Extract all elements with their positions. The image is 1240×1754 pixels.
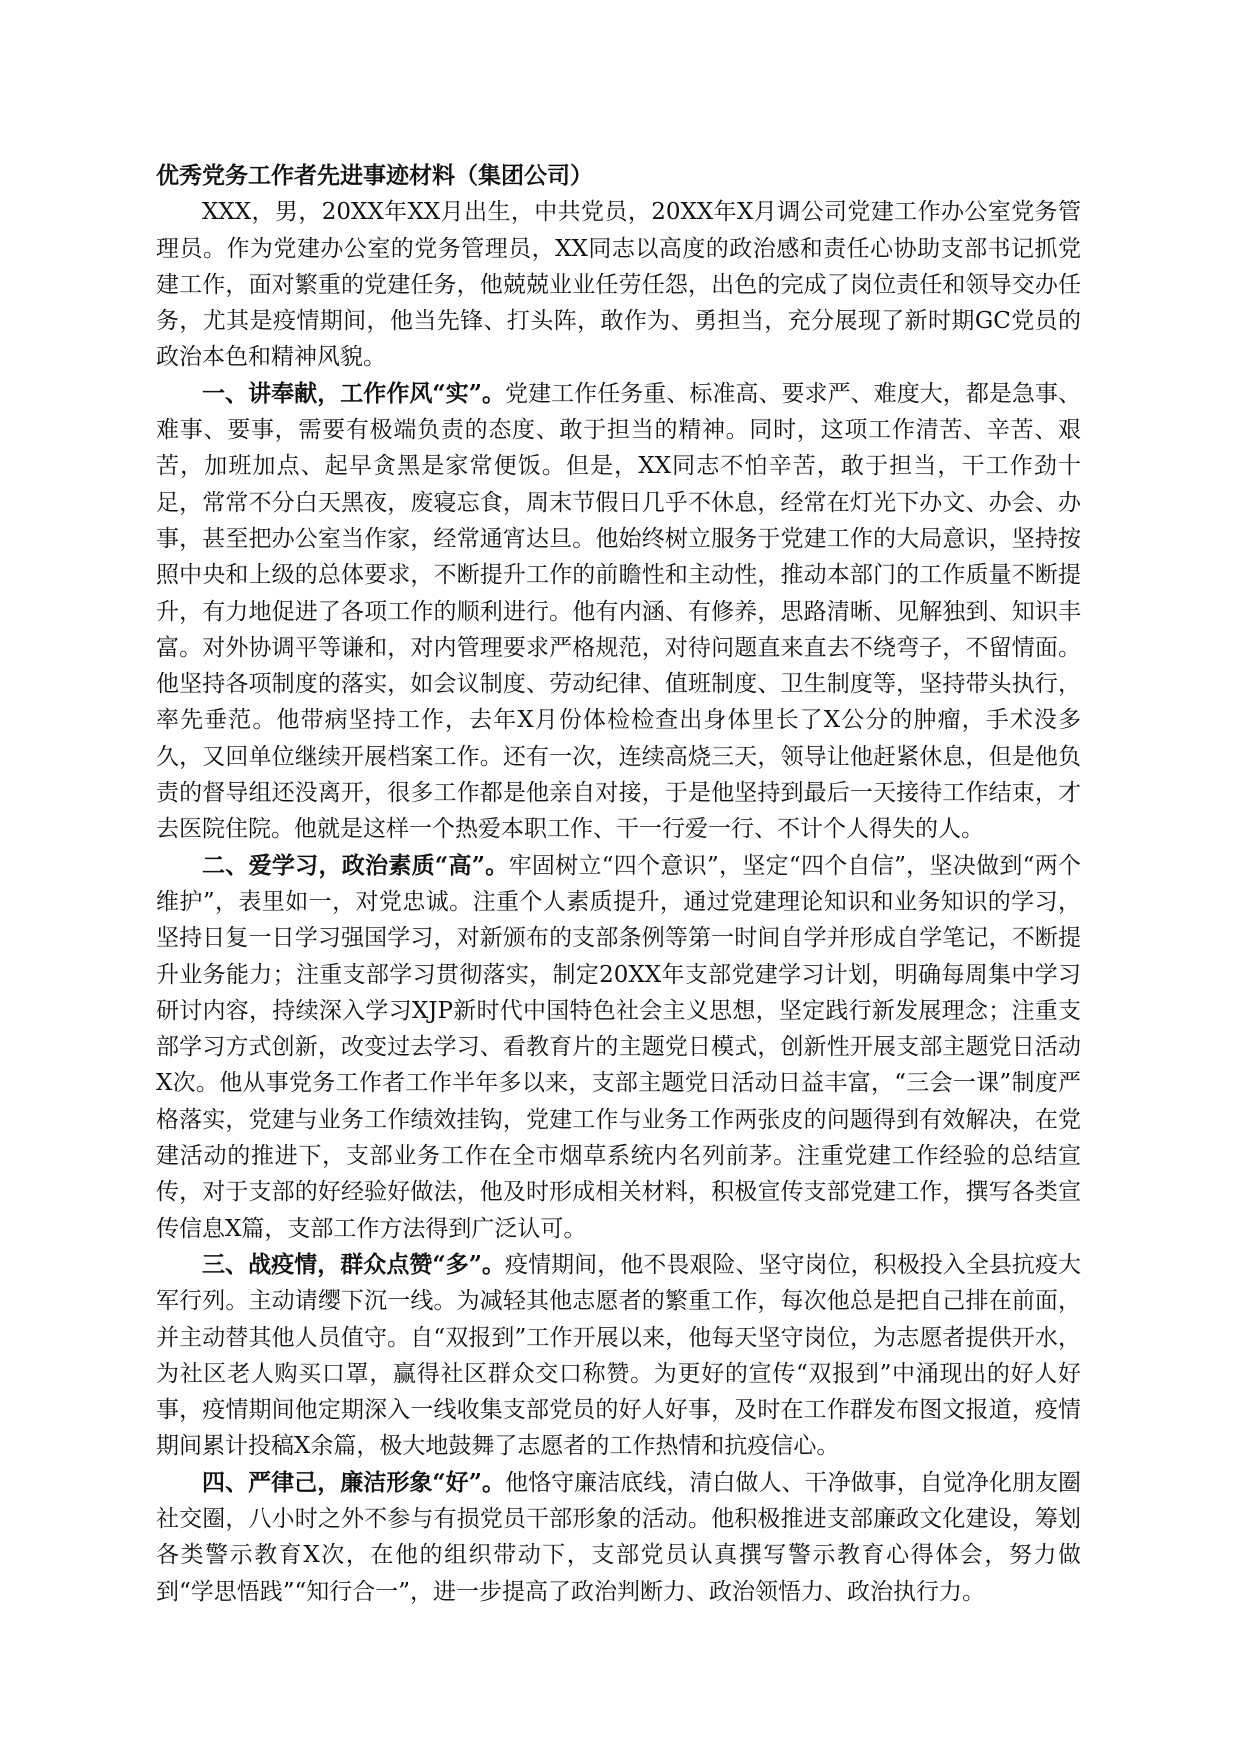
section-4-paragraph: [156, 1465, 1081, 1610]
section-1-body: 党建工作任务重、标准高、要求严、难度大，都是急事、难事、要事，需要有极端负责的态度、敢于担当的精神。同时，这项工作清苦、辛苦、艰苦，加班加点、起早贪黑是家常便饭。但是，XX同志不怕辛苦，敢于担当，干工作劲十足，常常不分白天黑夜，废寝忘食，周末节假日几乎不休息，经常在灯光下办文、办会、办事，甚至把办公室当作家，经常通宵达旦。他始终树立服务于党建工作的大局意识，坚持按照中央和上级的总体要求，不断提升工作的前瞻性和主动性，推动本部门的工作质量不断提升，有力地促进了各项工作的顺利进行。他有内涵、有修养，思路清晰、见解独到、知识丰富。对外协调平等谦和，对内管理要求严格规范，对待问题直来直去不绕弯子，不留情面。他坚持各项制度的落实，如会议制度、劳动纪律、值班制度、卫生制度等，坚持带头执行，率先垂范。他带病坚持工作，去年X月份体检检查出身体里长了X公分的肿瘤，手术没多久，又回单位继续开展档案工作。还有一次，连续高烧三天，领导让他赶紧休息，但是他负责的督导组还没离开，很多工作都是他亲自对接，于是他坚持到最后一天接待工作结束，才去医院住院。他就是这样一个热爱本职工作、干一行爱一行、不计个人得失的人。: [156, 380, 1081, 843]
intro-paragraph: XXX，男，20XX年XX月出生，中共党员，20XX年X月调公司党建工作办公室党务管理员。作为党建办公室的党务管理员，XX同志以高度的政治感和责任心协助支部书记抓党建工作，面对繁重的党建任务，他兢兢业业任劳任怨，出色的完成了岗位责任和领导交办任务，尤其是疫情期间，他当先锋、打头阵，敢作为、勇担当，充分展现了新时期GC党员的政治本色和精神风貌。: [156, 199, 1081, 371]
section-3-paragraph: [156, 1247, 1081, 1465]
section-1-heading: 一、讲奉献，工作作风“实”。: [202, 379, 506, 407]
section-1-paragraph: [156, 376, 1081, 848]
section-4-heading: 四、严律己，廉洁形象“好”。: [202, 1468, 506, 1496]
section-2-heading: 二、爱学习，政治素质“高”。: [202, 851, 509, 879]
section-3-heading: 三、战疫情，群众点赞“多”。: [202, 1250, 506, 1278]
section-3-body: 疫情期间，他不畏艰险、坚守岗位，积极投入全县抗疫大军行列。主动请缨下沉一线。为减轻其他志愿者的繁重工作，每次他总是把自己排在前面，并主动替其他人员值守。自“双报到”工作开展以来，他每天坚守岗位，为志愿者提供开水，为社区老人购买口罩，赢得社区群众交口称赞。为更好的宣传“双报到”中涌现出的好人好事，疫情期间他定期深入一线收集支部党员的好人好事，及时在工作群发布图文报道，疫情期间累计投稿X余篇，极大地鼓舞了志愿者的工作热情和抗疫信心。: [156, 1251, 1081, 1460]
section-4-body: 他恪守廉洁底线，清白做人、干净做事，自觉净化朋友圈社交圈，八小时之外不参与有损党员干部形象的活动。他积极推进支部廉政文化建设，筹划各类警示教育X次，在他的组织带动下，支部党员认真撰写警示教育心得体会，努力做到“学思悟践”“知行合一”，进一步提高了政治判断力、政治领悟力、政治执行力。: [156, 1469, 1081, 1605]
section-2-body: 牢固树立“四个意识”，坚定“四个自信”，坚决做到“两个维护”，表里如一，对党忠诚。注重个人素质提升，通过党建理论知识和业务知识的学习，坚持日复一日学习强国学习，对新颁布的支部条例等第一时间自学并形成自学笔记，不断提升业务能力；注重支部学习贯彻落实，制定20XX年支部党建学习计划，明确每周集中学习研讨内容，持续深入学习XJP新时代中国特色社会主义思想，坚定践行新发展理念；注重支部学习方式创新，改变过去学习、看教育片的主题党日模式，创新性开展支部主题党日活动X次。他从事党务工作者工作半年多以来，支部主题党日活动日益丰富，“三会一课”制度严格落实，党建与业务工作绩效挂钩，党建工作与业务工作两张皮的问题得到有效解决，在党建活动的推进下，支部业务工作在全市烟草系统内名列前茅。注重党建工作经验的总结宣传，对于支部的好经验好做法，他及时形成相关材料，积极宣传支部党建工作，撰写各类宣传信息X篇，支部工作方法得到广泛认可。: [156, 852, 1081, 1242]
document-title: 优秀党务工作者先进事迹材料（集团公司）: [156, 162, 593, 189]
section-2-paragraph: [156, 848, 1081, 1247]
document-body: [156, 158, 1081, 1610]
